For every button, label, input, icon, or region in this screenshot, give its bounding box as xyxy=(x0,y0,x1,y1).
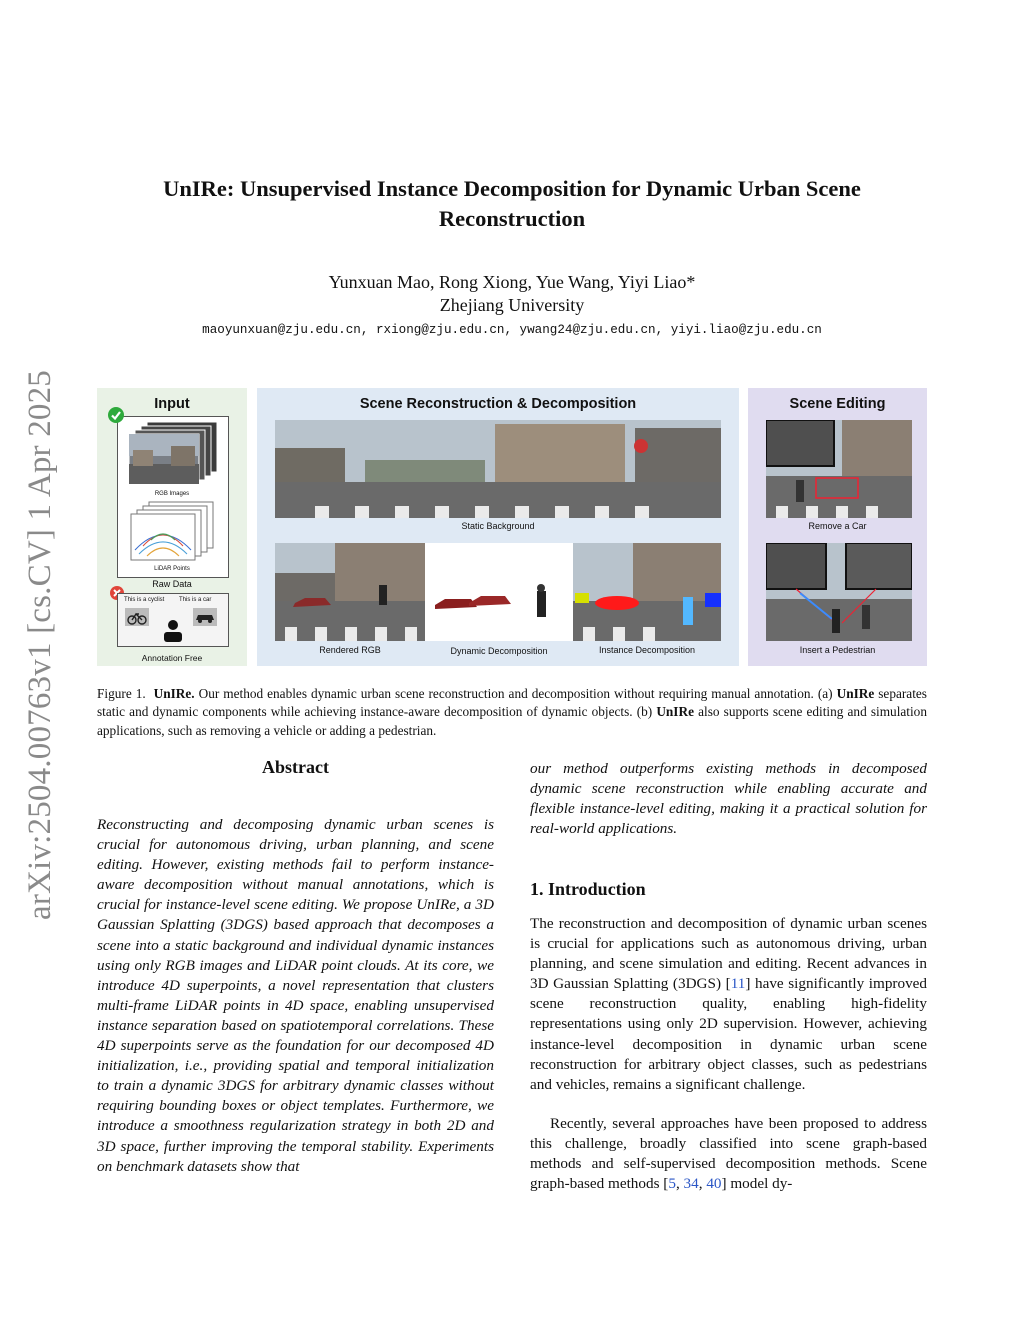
citation-link[interactable]: 5 xyxy=(668,1175,676,1193)
rgb-images-stack xyxy=(123,420,223,490)
emails: maoyunxuan@zju.edu.cn, rxiong@zju.edu.cn, ywang24@zju.edu.cn, yiyi.liao@zju.edu.cn xyxy=(202,323,822,337)
title-line-1: UnIRe: Unsupervised Instance Decomposition for Dynamic Urban Scene xyxy=(163,176,861,201)
annotation-free-label: Annotation Free xyxy=(141,653,203,663)
intro-p2-a: Recently, several approaches have been proposed to address this challenge, broadly classified into scene graph-based methods and self-supervised decomposition methods. Scene graph-based methods [ xyxy=(530,1115,927,1193)
annotator-icon xyxy=(160,618,186,644)
remove-car-label: Remove a Car xyxy=(808,521,867,531)
lidar-stack xyxy=(127,500,223,562)
affiliation: Zhejiang University xyxy=(439,295,585,315)
input-title: Input xyxy=(154,396,190,412)
intro-p1-a: The reconstruction and decomposition of dynamic urban scenes is crucial for applications such as autonomous driving, urban planning, and scene simulation and editing. Recent advances in 3D Gaussian Splatting (3DGS) [ xyxy=(530,915,927,993)
citation-link[interactable]: 40 xyxy=(706,1175,722,1193)
dynamic-decomposition-label: Dynamic Decomposition xyxy=(450,646,548,656)
authors: Yunxuan Mao, Rong Xiong, Yue Wang, Yiyi Liao* xyxy=(328,272,696,292)
citation-link[interactable]: 11 xyxy=(730,975,746,993)
caption-bold-2: UnIRe xyxy=(836,686,875,701)
static-background-label: Static Background xyxy=(461,521,535,531)
rendered-rgb-image xyxy=(275,543,425,641)
static-background-image xyxy=(275,420,721,518)
introduction-heading: 1. Introduction xyxy=(530,879,646,899)
recon-panel xyxy=(257,388,739,666)
insert-pedestrian-image xyxy=(766,543,912,641)
car-icon xyxy=(193,608,217,626)
lidar-points-label: LiDAR Points xyxy=(154,566,190,572)
intro-p2-b: ] model dy- xyxy=(721,1175,793,1193)
rgb-images-label: RGB Images xyxy=(154,491,190,497)
caption-text-3: also supports scene editing and simulation applications, such as removing a vehicle or adding a pedestrian. xyxy=(97,704,927,738)
caption-bold-name: UnIRe. xyxy=(153,686,195,701)
edit-title: Scene Editing xyxy=(789,396,886,412)
instance-decomposition-image xyxy=(573,543,721,641)
raw-data-label: Raw Data xyxy=(152,579,192,589)
paper-title xyxy=(100,174,924,234)
bicycle-icon xyxy=(125,608,149,626)
caption-bold-3: UnIRe xyxy=(656,704,694,720)
car-label: This is a car xyxy=(179,597,212,603)
citation-link[interactable]: 34 xyxy=(683,1175,699,1193)
recon-title: Scene Reconstruction & Decomposition xyxy=(359,396,637,412)
rendered-rgb-label: Rendered RGB xyxy=(319,645,381,655)
cyclist-label: This is a cyclist xyxy=(124,597,165,603)
dynamic-decomposition-image xyxy=(425,543,573,641)
intro-p2-sep-1: , xyxy=(675,1175,684,1193)
intro-paragraph-2 xyxy=(530,1114,927,1194)
figure-caption xyxy=(97,685,927,740)
instance-decomposition-label: Instance Decomposition xyxy=(598,645,696,655)
author-block xyxy=(100,271,924,317)
abstract-heading: Abstract xyxy=(262,757,329,777)
caption-text-2: separates static and dynamic components while achieving instance-aware decomposition of dynamic objects. (b) xyxy=(97,686,927,720)
abstract-text: Reconstructing and decomposing dynamic urban scenes is crucial for autonomous driving, urban planning, and scene editing. However, existing methods fail to perform instance-aware decomposition without manual annotations, which is crucial for instance-level scene editing. We propose UnIRe, a 3D Gaussian Splatting (3DGS) based approach that decomposes a scene into a static background and individual dynamic instances using only RGB images and LiDAR point clouds. At its core, we introduce 4D superpoints, a novel representation that clusters multi-frame LiDAR points in 4D space, enabling unsupervised instance separation based on spatiotemporal correlations. These 4D superpoints serve as the foundation for our decomposed 4D initialization, i.e., providing spatial and temporal initialization to train a dynamic 3DGS for arbitrary dynamic classes without requiring bounding boxes or object templates. Furthermore, we introduce a smoothness regularization strategy in both 2D and 3D space, further improving the temporal stability. Experiments on benchmark datasets show that xyxy=(97,816,494,1175)
intro-paragraph-1 xyxy=(530,914,927,1095)
teaser-figure xyxy=(97,388,927,666)
caption-fig-label: Figure 1. xyxy=(97,686,146,701)
intro-p1-b: ] have significantly improved scene reconstruction quality, enabling high-fidelity representations using only 2D supervision. However, achieving instance-level decomposition in dynamic urban scene reconstruction for arbitrary object classes, such as pedestrians and vehicles, remains a significant challenge. xyxy=(530,975,927,1093)
intro-p2-sep-2: , xyxy=(698,1175,707,1193)
arxiv-stamp: arXiv:2504.00763v1 [cs.CV] 1 Apr 2025 xyxy=(22,370,58,921)
abstract-continued: our method outperforms existing methods in decomposed dynamic scene reconstruction while enabling accurate and flexible instance-level editing, making it a practical solution for real-world applications. xyxy=(530,760,927,838)
remove-car-image xyxy=(766,420,912,518)
input-panel xyxy=(97,388,247,666)
insert-pedestrian-label: Insert a Pedestrian xyxy=(799,645,876,655)
title-line-2: Reconstruction xyxy=(438,206,586,231)
caption-text-1: Our method enables dynamic urban scene reconstruction and decomposition without requiring manual annotation. (a) xyxy=(194,686,837,701)
edit-panel xyxy=(748,388,927,666)
